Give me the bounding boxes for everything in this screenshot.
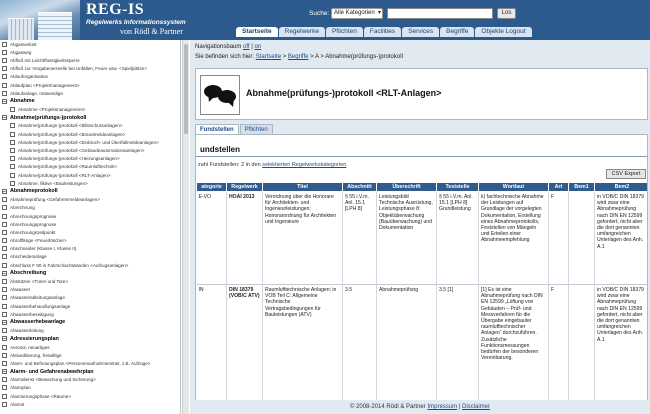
- col-art[interactable]: Art: [549, 183, 569, 192]
- page-header-box: [195, 68, 648, 120]
- sidebar-item[interactable]: [0, 130, 180, 138]
- cell-ueberschrift: Abnahmeprüfung: [377, 285, 437, 405]
- col-regelwerk[interactable]: Regelwerk: [227, 183, 263, 192]
- sidebar-item-label: Abschluss F 90 in Fahrschachtwänden <Aufzugsanlagen>: [10, 262, 129, 268]
- footer-copyright: © 2008-2014 Rödl & Partner: [349, 404, 426, 410]
- search-category-select[interactable]: [331, 8, 383, 19]
- cell-titel: Verordnung über die Honorare für Architekten- und Ingenieurleistungen; Honorarordnung für Architekten und Ingenieure: [263, 192, 343, 285]
- checkbox-icon[interactable]: [2, 287, 7, 292]
- checkbox-icon[interactable]: [2, 377, 7, 382]
- csv-export-button[interactable]: CSV Export: [606, 169, 646, 179]
- col-bem1[interactable]: Bem1: [569, 183, 595, 192]
- logo-title: REG-IS: [86, 1, 145, 18]
- sidebar-item-label: Abwasserbehandlungsanlage: [10, 303, 71, 309]
- sidebar-tree: [0, 40, 181, 414]
- sidebar-item-label: Ablaufanlage, notwendige: [10, 90, 63, 96]
- col-bem2[interactable]: Bem2: [595, 183, 649, 192]
- tab-fundstellen[interactable]: Fundstellen: [195, 124, 239, 135]
- sidebar-item[interactable]: [0, 335, 180, 343]
- sidebar-item-label: Alarmit: [10, 401, 25, 407]
- col-kategorie[interactable]: ategorie: [197, 183, 227, 192]
- sidebar-item[interactable]: [0, 245, 180, 253]
- sidebar-item[interactable]: [0, 106, 180, 114]
- cell-ueberschrift: Leistungsbild Technische Ausrüstung, Leistungsphase 8: Objektüberwachung (Bauüberwachung) und Dokumentation: [377, 192, 437, 285]
- checkbox-icon[interactable]: [2, 353, 7, 358]
- checkbox-icon[interactable]: [2, 345, 7, 350]
- breadcrumb-startseite[interactable]: Startseite: [255, 54, 282, 60]
- sidebar-item[interactable]: [0, 171, 180, 179]
- table-row[interactable]: [197, 192, 649, 285]
- checkbox-icon[interactable]: [2, 295, 7, 300]
- checkbox-icon[interactable]: [2, 58, 7, 63]
- sidebar-item[interactable]: [0, 277, 180, 285]
- sidebar-item[interactable]: [0, 138, 180, 146]
- checkbox-icon[interactable]: [2, 263, 7, 268]
- sidebar-item-label: Alarmierungsphase <Räume>: [10, 393, 72, 399]
- sidebar-item[interactable]: [0, 212, 180, 220]
- checkbox-icon[interactable]: [2, 385, 7, 390]
- sidebar-item[interactable]: [0, 81, 180, 89]
- results-table: [196, 182, 648, 404]
- sidebar-item[interactable]: [0, 286, 180, 294]
- sidebar-item-label: Alarmdienst <Bewachung und Sicherung>: [10, 377, 96, 383]
- sidebar-item-label: Abgasverlust: [10, 41, 37, 47]
- cell-bem2: in VOB/C DIN 18379 wird zwar eine Abnahmeprüfung nach DIN EN 12599 gefordert, nicht aber die dort genannten umfangreichen Unterlagen des Anh. A.1: [595, 192, 649, 285]
- breadcrumb-rest: > A > Abnahme(prüfungs-)protokoll: [310, 54, 403, 60]
- checkbox-icon[interactable]: [2, 83, 7, 88]
- section-divider: [196, 156, 648, 157]
- page-title: Abnahme(prüfungs-)protokoll <RLT-Anlagen>: [246, 88, 442, 98]
- collapse-icon[interactable]: [2, 320, 7, 325]
- footer-impressum-link[interactable]: Impressum: [427, 404, 458, 410]
- checkbox-icon[interactable]: [2, 304, 7, 309]
- sidebar-item-label: Abfluß mit Leichtflüssigkeitssperre: [10, 57, 80, 63]
- sidebar-item[interactable]: [0, 253, 180, 261]
- cell-kategorie: E-VO: [197, 192, 227, 285]
- sidebar-item-label: Abrechnungsprognose: [10, 213, 57, 219]
- checkbox-icon[interactable]: [10, 107, 15, 112]
- sidebar-item-label: Abnahme(prüfungs-)protokoll <Gebäudeautomationsanlagen>: [18, 148, 145, 154]
- search-button[interactable]: Los: [497, 8, 516, 19]
- main-nav: [236, 27, 532, 37]
- footer-separator: |: [458, 404, 461, 410]
- sidebar-item-label: Abwasser: [10, 287, 31, 293]
- sidebar-item-label: Abrechnungszeitpunkt: [10, 229, 56, 235]
- header: [0, 0, 650, 40]
- sidebar-item[interactable]: [0, 359, 180, 367]
- nav-objekte-logout[interactable]: Objekte Logout: [475, 27, 531, 37]
- cell-bem2: in VOB/C DIN 18379 wird zwar eine Abnahmeprüfung nach DIN EN 12599 gefordert, nicht aber die dort genannten umfangreichen Unterlagen des Anh. A.1: [595, 285, 649, 405]
- sidebar-item[interactable]: [0, 343, 180, 351]
- checkbox-icon[interactable]: [10, 164, 15, 169]
- sidebar-item[interactable]: [0, 351, 180, 359]
- col-ueberschrift[interactable]: Überschrift: [377, 183, 437, 192]
- cell-regelwerk[interactable]: HOAI 2013: [227, 192, 263, 285]
- sidebar-item[interactable]: [0, 318, 180, 326]
- header-building-image: [0, 0, 80, 40]
- sidebar-item-label: Abwasserbeseitigung: [10, 311, 54, 317]
- collapse-icon[interactable]: [2, 271, 7, 276]
- cell-wortlaut: k) fachtechnische Abnahme der Leistungen auf Grundlage der vorgelegten Dokumentation, Erstellung eines Abnahmeprotokolls, Feststellen von Mängeln und Erteilen einer Abnahmeempfehlung: [479, 192, 549, 285]
- footer-disclaimer-link[interactable]: Disclaimer: [462, 404, 491, 410]
- sidebar-item[interactable]: [0, 392, 180, 400]
- cell-titel: Raumlufttechnische Anlagen; in VOB Teil C: Allgemeine Technische Vertragsbedingungen für Bauleistungen (ATV): [263, 285, 343, 405]
- sidebar-item-label: Alarmplan: [10, 385, 31, 391]
- sidebar-item[interactable]: [0, 40, 180, 48]
- checkbox-icon[interactable]: [2, 402, 7, 407]
- nav-facilities[interactable]: Facilities: [364, 27, 401, 37]
- sidebar-item-label: Adressierungsplan: [10, 335, 59, 342]
- table-row[interactable]: [197, 285, 649, 405]
- sidebar-item-label: Abnahme(prüfungs-)protokoll <Heizungsanlagen>: [18, 156, 120, 162]
- sidebar-item-label: Abschreibung: [10, 270, 47, 277]
- sidebar-item[interactable]: [0, 155, 180, 163]
- cell-kategorie: IN: [197, 285, 227, 405]
- checkbox-icon[interactable]: [2, 246, 7, 251]
- sidebar-item-label: Abnahme <Projektmanagement>: [18, 107, 86, 113]
- col-teststelle[interactable]: Teststelle: [437, 183, 479, 192]
- sidebar-item[interactable]: [0, 65, 180, 73]
- checkbox-icon[interactable]: [2, 361, 7, 366]
- cell-teststelle: § 55 i.V.m. Anl. 15.1 [LPH 8] Grundleistung: [437, 192, 479, 285]
- checkbox-icon[interactable]: [2, 238, 7, 243]
- checkbox-icon[interactable]: [10, 156, 15, 161]
- sidebar-item[interactable]: [0, 368, 180, 376]
- checkbox-icon[interactable]: [2, 222, 7, 227]
- sidebar-item[interactable]: [0, 163, 180, 171]
- tab-pflichten[interactable]: Pflichten: [240, 124, 273, 135]
- sidebar-item[interactable]: [0, 204, 180, 212]
- checkbox-icon[interactable]: [2, 197, 7, 202]
- collapse-icon[interactable]: [2, 99, 7, 104]
- table-header-row: [197, 183, 649, 192]
- checkbox-icon[interactable]: [2, 230, 7, 235]
- collapse-icon[interactable]: [2, 369, 7, 374]
- col-wortlaut[interactable]: Wortlaut: [479, 183, 549, 192]
- cell-regelwerk[interactable]: DIN 18379 (VOB/C ATV): [227, 285, 263, 405]
- checkbox-icon[interactable]: [2, 312, 7, 317]
- found-count: [198, 162, 346, 168]
- sidebar-item[interactable]: [0, 122, 180, 130]
- breadcrumb-prefix: Sie befinden sich hier:: [195, 54, 255, 60]
- sidebar-item-label: Abwasserhebeanlage: [10, 319, 66, 326]
- sidebar-item-label: Abstützen <Türen und Tore>: [10, 279, 69, 285]
- sidebar-item[interactable]: [0, 56, 180, 64]
- sidebar-item[interactable]: [0, 302, 180, 310]
- navtree-label: Navigationsbaum: [195, 44, 242, 50]
- cell-art: F: [549, 285, 569, 405]
- sidebar-item[interactable]: [0, 187, 180, 195]
- sidebar-item-label: Abscheideranlage: [10, 254, 47, 260]
- sidebar-item[interactable]: [0, 261, 180, 269]
- navtree-toggle: Navigationsbaum off | on: [195, 44, 262, 50]
- cell-art: F: [549, 192, 569, 285]
- sidebar-item[interactable]: [0, 220, 180, 228]
- cell-bem1: [569, 285, 595, 405]
- speech-bubbles-icon: [200, 75, 240, 115]
- sidebar-item-label: Abnahme(prüfungs-)protokoll <Blitzschutzanlagen>: [18, 123, 123, 129]
- checkbox-icon[interactable]: [10, 173, 15, 178]
- checkbox-icon[interactable]: [2, 74, 7, 79]
- footer: [190, 400, 650, 414]
- found-count-text: zahl Fundstellen: 2 in den: [198, 162, 261, 168]
- sidebar-item[interactable]: [0, 400, 180, 408]
- col-titel[interactable]: Titel: [263, 183, 343, 192]
- checkbox-icon[interactable]: [10, 123, 15, 128]
- sidebar-item-label: Abnahme(prüfungs-)protokoll <RLT-Anlagen>: [18, 172, 111, 178]
- checkbox-icon[interactable]: [2, 394, 7, 399]
- sidebar-item-label: Ablaufplan <Projektmanagement>: [10, 82, 80, 88]
- cell-teststelle: 3.5 [1]: [437, 285, 479, 405]
- sidebar-item-label: Abrechnung: [10, 205, 35, 211]
- sidebar-item-label: Abrechnungsprognose: [10, 221, 57, 227]
- sidebar-item-label: Abnahme(prüfungs-)protokoll <Raumlufttechnik>: [18, 164, 118, 170]
- sidebar-item-label: Alarm- und Befreiungsplan <Personenaufnahmemittel, z.B. Aufzüge>: [10, 360, 151, 366]
- sidebar-item[interactable]: [0, 327, 180, 335]
- sidebar-item-label: Abnahme(prüfungs-)protokoll <Einbruch- und Überfallmeldeanlagen>: [18, 139, 159, 145]
- sidebar-item[interactable]: [0, 114, 180, 122]
- sidebar-item-label: Alarm- und Gefahrenabwehrplan: [10, 368, 94, 375]
- sidebar-item-label: Abrollfänge <Feuerlöscher>: [10, 238, 67, 244]
- logo-company: von Rödl & Partner: [120, 27, 183, 36]
- sidebar-item[interactable]: [0, 146, 180, 154]
- sidebar-item[interactable]: [0, 48, 180, 56]
- sidebar-item-label: Abwasserableitungsanlage: [10, 295, 65, 301]
- sidebar-item-label: Abnahme(prüfungs-)protokoll: [10, 114, 87, 121]
- sidebar-item[interactable]: [0, 294, 180, 302]
- nav-startseite[interactable]: Startseite: [236, 27, 278, 37]
- checkbox-icon[interactable]: [2, 50, 7, 55]
- cell-abschnitt: § 55 i.V.m. Anl. 15.1 [LPH 8]: [343, 192, 377, 285]
- checkbox-icon[interactable]: [10, 132, 15, 137]
- fundstellen-panel: [195, 134, 648, 404]
- checkbox-icon[interactable]: [2, 205, 7, 210]
- sidebar-item[interactable]: [0, 384, 180, 392]
- sidebar-item[interactable]: [0, 376, 180, 384]
- cell-abschnitt: 3.5: [343, 285, 377, 405]
- checkbox-icon[interactable]: [2, 254, 7, 259]
- navtree-on-link[interactable]: on: [254, 44, 262, 50]
- sidebar-item[interactable]: [0, 196, 180, 204]
- sidebar-item[interactable]: [0, 310, 180, 318]
- sidebar-item-label: Abnahmeprüfung <Gefahrenmeldeanlagen>: [10, 197, 100, 203]
- search-category-value: Alle Kategorien: [334, 10, 375, 16]
- breadcrumb: Sie befinden sich hier: Startseite > Begriffe > A > Abnahme(prüfungs-)protokoll: [195, 54, 403, 60]
- search-label: Suche:: [309, 10, 330, 17]
- checkbox-icon[interactable]: [2, 42, 7, 47]
- col-abschnitt[interactable]: Abschnitt: [343, 183, 377, 192]
- nav-services[interactable]: Services: [402, 27, 439, 37]
- scrollbar-thumb[interactable]: [184, 44, 188, 134]
- sidebar-item-label: Abfluß zur Vorgabenerreelle bei Unfällen, Feuer usw. <Spielplätze>: [10, 66, 147, 72]
- sidebar-item[interactable]: [0, 237, 180, 245]
- selected-categories-link[interactable]: selektierten Regelwerkskategorien: [262, 162, 347, 168]
- logo-subtitle: Regelwerks Informationssystem: [86, 19, 186, 26]
- sidebar-item[interactable]: [0, 89, 180, 97]
- nav-regelwerke[interactable]: Regelwerke: [279, 27, 325, 37]
- sidebar-scrollbar[interactable]: [182, 40, 189, 414]
- checkbox-icon[interactable]: [2, 66, 7, 71]
- sidebar-item-label: Aktiveditierung, freiwillige: [10, 352, 62, 358]
- checkbox-icon[interactable]: [2, 91, 7, 96]
- sidebar-item[interactable]: [0, 73, 180, 81]
- cell-bem1: [569, 192, 595, 285]
- sidebar-item-label: Abnahmeprotokoll: [10, 188, 58, 195]
- sidebar-item[interactable]: [0, 179, 180, 187]
- checkbox-icon[interactable]: [2, 279, 7, 284]
- sidebar-item[interactable]: [0, 97, 180, 105]
- checkbox-icon[interactable]: [10, 148, 15, 153]
- sidebar-item-label: Abnahme(prüfungs-)protokoll <Brandmeldeanlagen>: [18, 131, 126, 137]
- sidebar-item-label: Aerosol, neuartiges: [10, 344, 50, 350]
- sidebar-item-label: Abnahme, fiktive <Bauleistungen>: [18, 180, 88, 186]
- checkbox-icon[interactable]: [10, 140, 15, 145]
- navtree-off-link[interactable]: off: [243, 44, 250, 50]
- cell-wortlaut: [1] Es ist eine Abnahmeprüfung nach DIN EN 12599 „Lüftung von Gebäuden – Prüf- und Messverfahren für die Übergabe eingebauter raumlufttechnischer Anlagen“ durchzuführen. Zusätzliche Funktionsmessungen bedürfen der besonderen Vereinbarung.: [479, 285, 549, 405]
- main-content: [190, 40, 650, 414]
- search-input[interactable]: [387, 8, 493, 19]
- checkbox-icon[interactable]: [10, 181, 15, 186]
- chevron-down-icon: ▾: [377, 10, 381, 16]
- sidebar-item-label: Abnahme: [10, 98, 35, 105]
- sidebar-item-label: Abschneider (Klasse I, Klasse II): [10, 246, 77, 252]
- section-title: undstellen: [200, 145, 241, 154]
- sidebar-item[interactable]: [0, 269, 180, 277]
- sidebar-item-label: Ablauforganisation: [10, 74, 49, 80]
- collapse-icon[interactable]: [2, 336, 7, 341]
- collapse-icon[interactable]: [2, 115, 7, 120]
- sidebar-item-label: Abgasweg: [10, 49, 32, 55]
- sidebar-item-label: Abwasserleitung: [10, 328, 44, 334]
- nav-pflichten[interactable]: Pflichten: [326, 27, 363, 37]
- sidebar-item[interactable]: [0, 228, 180, 236]
- nav-begriffe[interactable]: Begriffe: [440, 27, 474, 37]
- checkbox-icon[interactable]: [2, 328, 7, 333]
- collapse-icon[interactable]: [2, 189, 7, 194]
- checkbox-icon[interactable]: [2, 214, 7, 219]
- breadcrumb-begriffe[interactable]: Begriffe: [287, 54, 309, 60]
